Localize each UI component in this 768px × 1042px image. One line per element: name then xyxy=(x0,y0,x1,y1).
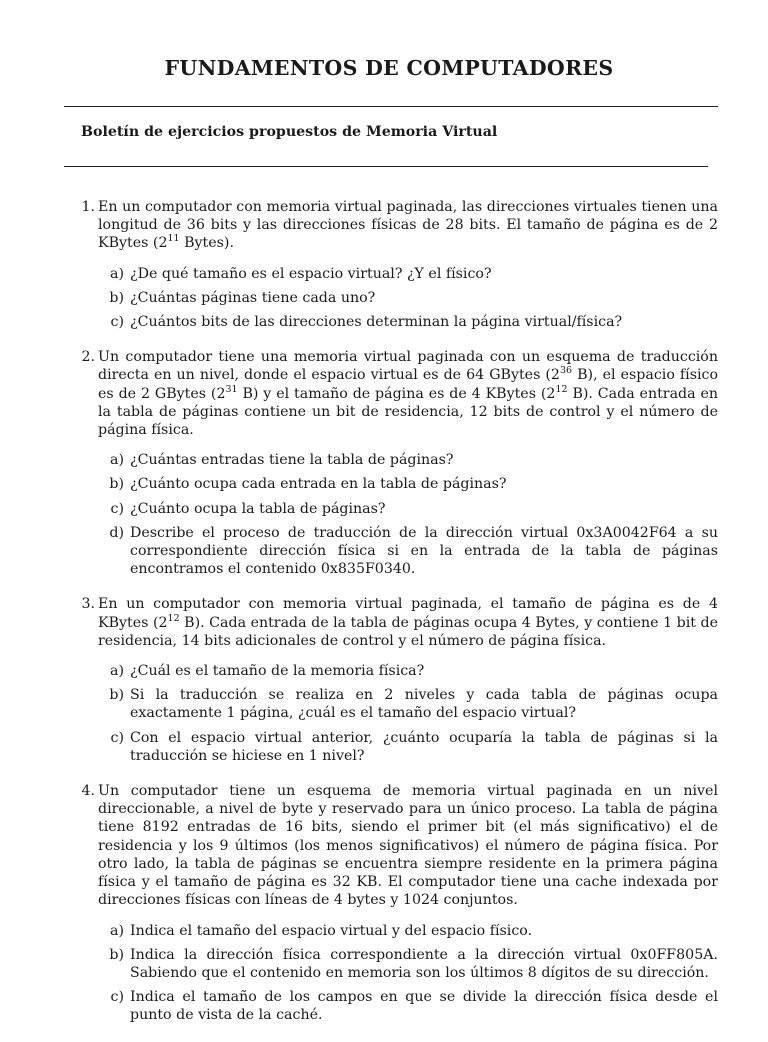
question-text: Indica el tamaño de los campos en que se divide la dirección física desde el punto de vista de la caché. xyxy=(130,989,718,1024)
question-item xyxy=(0,922,768,940)
exercise-statement: Un computador tiene una memoria virtual paginada con un esquema de traducción directa en un nivel, donde el espacio virtual es de 64 GBytes ($2^{36}$ B), el espacio físico es de 2 GBytes ($2^{31}$ B) y el tamaño de página es de 4 KBytes ($2^{12}$ B). Cada entrada en la tabla de páginas contiene un bit de residencia, 12 bits de control y el número de página física. xyxy=(98,349,719,439)
question-list xyxy=(0,662,768,765)
question-item xyxy=(0,265,768,283)
exercise-statement: Un computador tiene un esquema de memoria virtual paginada en un nivel direccionable, a nivel de byte y reservado para un único proceso. La tabla de página tiene 8192 entradas de 16 bits, siendo el primer bit (el más significativo) el de residencia y los 9 últimos (los menos significativos) el número de página física. Por otro lado, la tabla de páginas se encuentra siempre residente en la primera página física y el tamaño de página es 32 KB. El computador tiene una cache indexada por direcciones físicas con líneas de 4 bytes y 1024 conjuntos. xyxy=(98,783,718,909)
question-text: ¿Cuánto ocupa cada entrada en la tabla de páginas? xyxy=(130,476,507,493)
question-text: Indica la dirección física correspondiente a la dirección virtual 0x0FF805A. Sabiendo que el contenido en memoria son los últimos 8 dígitos de su dirección. xyxy=(130,946,718,981)
question-item xyxy=(0,686,768,722)
title-divider xyxy=(64,106,718,107)
exercise-number: 2. xyxy=(81,349,95,366)
question-list xyxy=(0,451,768,578)
question-item xyxy=(0,289,768,307)
question-letter: a) xyxy=(110,922,124,939)
subtitle-divider xyxy=(64,166,708,167)
exercise-statement: En un computador con memoria virtual paginada, las direcciones virtuales tienen una longitud de 36 bits y las direcciones físicas de 28 bits. El tamaño de página es de 2 KBytes ($2^{11}$ Bytes). xyxy=(98,199,718,252)
document-subtitle: Boletín de ejercicios propuestos de Memoria Virtual xyxy=(81,124,498,140)
question-text: Con el espacio virtual anterior, ¿cuánto ocuparía la tabla de páginas si la traducción se hiciese en 1 nivel? xyxy=(130,729,718,764)
question-text: Describe el proceso de traducción de la dirección virtual 0x3A0042F64 a su correspondiente dirección física si en la entrada de la tabla de páginas encontramos el contenido 0x835F0340. xyxy=(130,524,718,578)
question-list xyxy=(0,922,768,1025)
question-letter: b) xyxy=(109,687,124,704)
question-letter: b) xyxy=(109,946,124,963)
question-item xyxy=(0,524,768,579)
question-item xyxy=(0,946,768,982)
question-text: Si la traducción se realiza en 2 niveles y cada tabla de páginas ocupa exactamente 1 página, ¿cuál es el tamaño del espacio virtual? xyxy=(130,687,718,722)
exercise-statement: En un computador con memoria virtual paginada, el tamaño de página es de 4 KBytes ($2^{12}$ B). Cada entrada de la tabla de páginas ocupa 4 Bytes, y contiene 1 bit de residencia, 14 bits adicionales de control y el número de página física. xyxy=(98,596,718,649)
question-letter: c) xyxy=(110,500,124,517)
question-letter: c) xyxy=(110,729,124,746)
question-text: ¿Cuál es el tamaño de la memoria física? xyxy=(130,663,425,680)
question-letter: d) xyxy=(109,524,124,541)
exercise-1 xyxy=(0,198,768,331)
question-text: ¿Cuánto ocupa la tabla de páginas? xyxy=(130,500,386,517)
question-letter: a) xyxy=(110,452,124,469)
question-letter: a) xyxy=(110,265,124,282)
question-item xyxy=(0,475,768,493)
question-item xyxy=(0,500,768,518)
question-letter: c) xyxy=(110,314,124,331)
question-text: Indica el tamaño del espacio virtual y del espacio físico. xyxy=(130,922,533,939)
question-letter: c) xyxy=(110,989,124,1006)
question-text: ¿Cuántas entradas tiene la tabla de páginas? xyxy=(130,452,454,469)
question-text: ¿De qué tamaño es el espacio virtual? ¿Y el físico? xyxy=(130,265,492,282)
exercise-3 xyxy=(0,595,768,765)
question-item xyxy=(0,988,768,1024)
question-item xyxy=(0,662,768,680)
exercise-number: 1. xyxy=(81,199,95,215)
question-item xyxy=(0,313,768,331)
exercise-number: 3. xyxy=(81,596,95,613)
question-letter: a) xyxy=(110,663,124,680)
question-item xyxy=(0,729,768,765)
exercise-2 xyxy=(0,348,768,578)
exercise-number: 4. xyxy=(81,783,95,800)
question-letter: b) xyxy=(109,289,124,306)
exercise-4 xyxy=(0,782,768,1024)
question-item xyxy=(0,451,768,469)
exercise-list xyxy=(0,198,768,1042)
question-text: ¿Cuántos bits de las direcciones determinan la página virtual/física? xyxy=(130,314,623,331)
question-letter: b) xyxy=(109,476,124,493)
document-title: FUNDAMENTOS DE COMPUTADORES xyxy=(164,56,614,80)
question-list xyxy=(0,265,768,332)
question-text: ¿Cuántas páginas tiene cada uno? xyxy=(130,289,376,306)
